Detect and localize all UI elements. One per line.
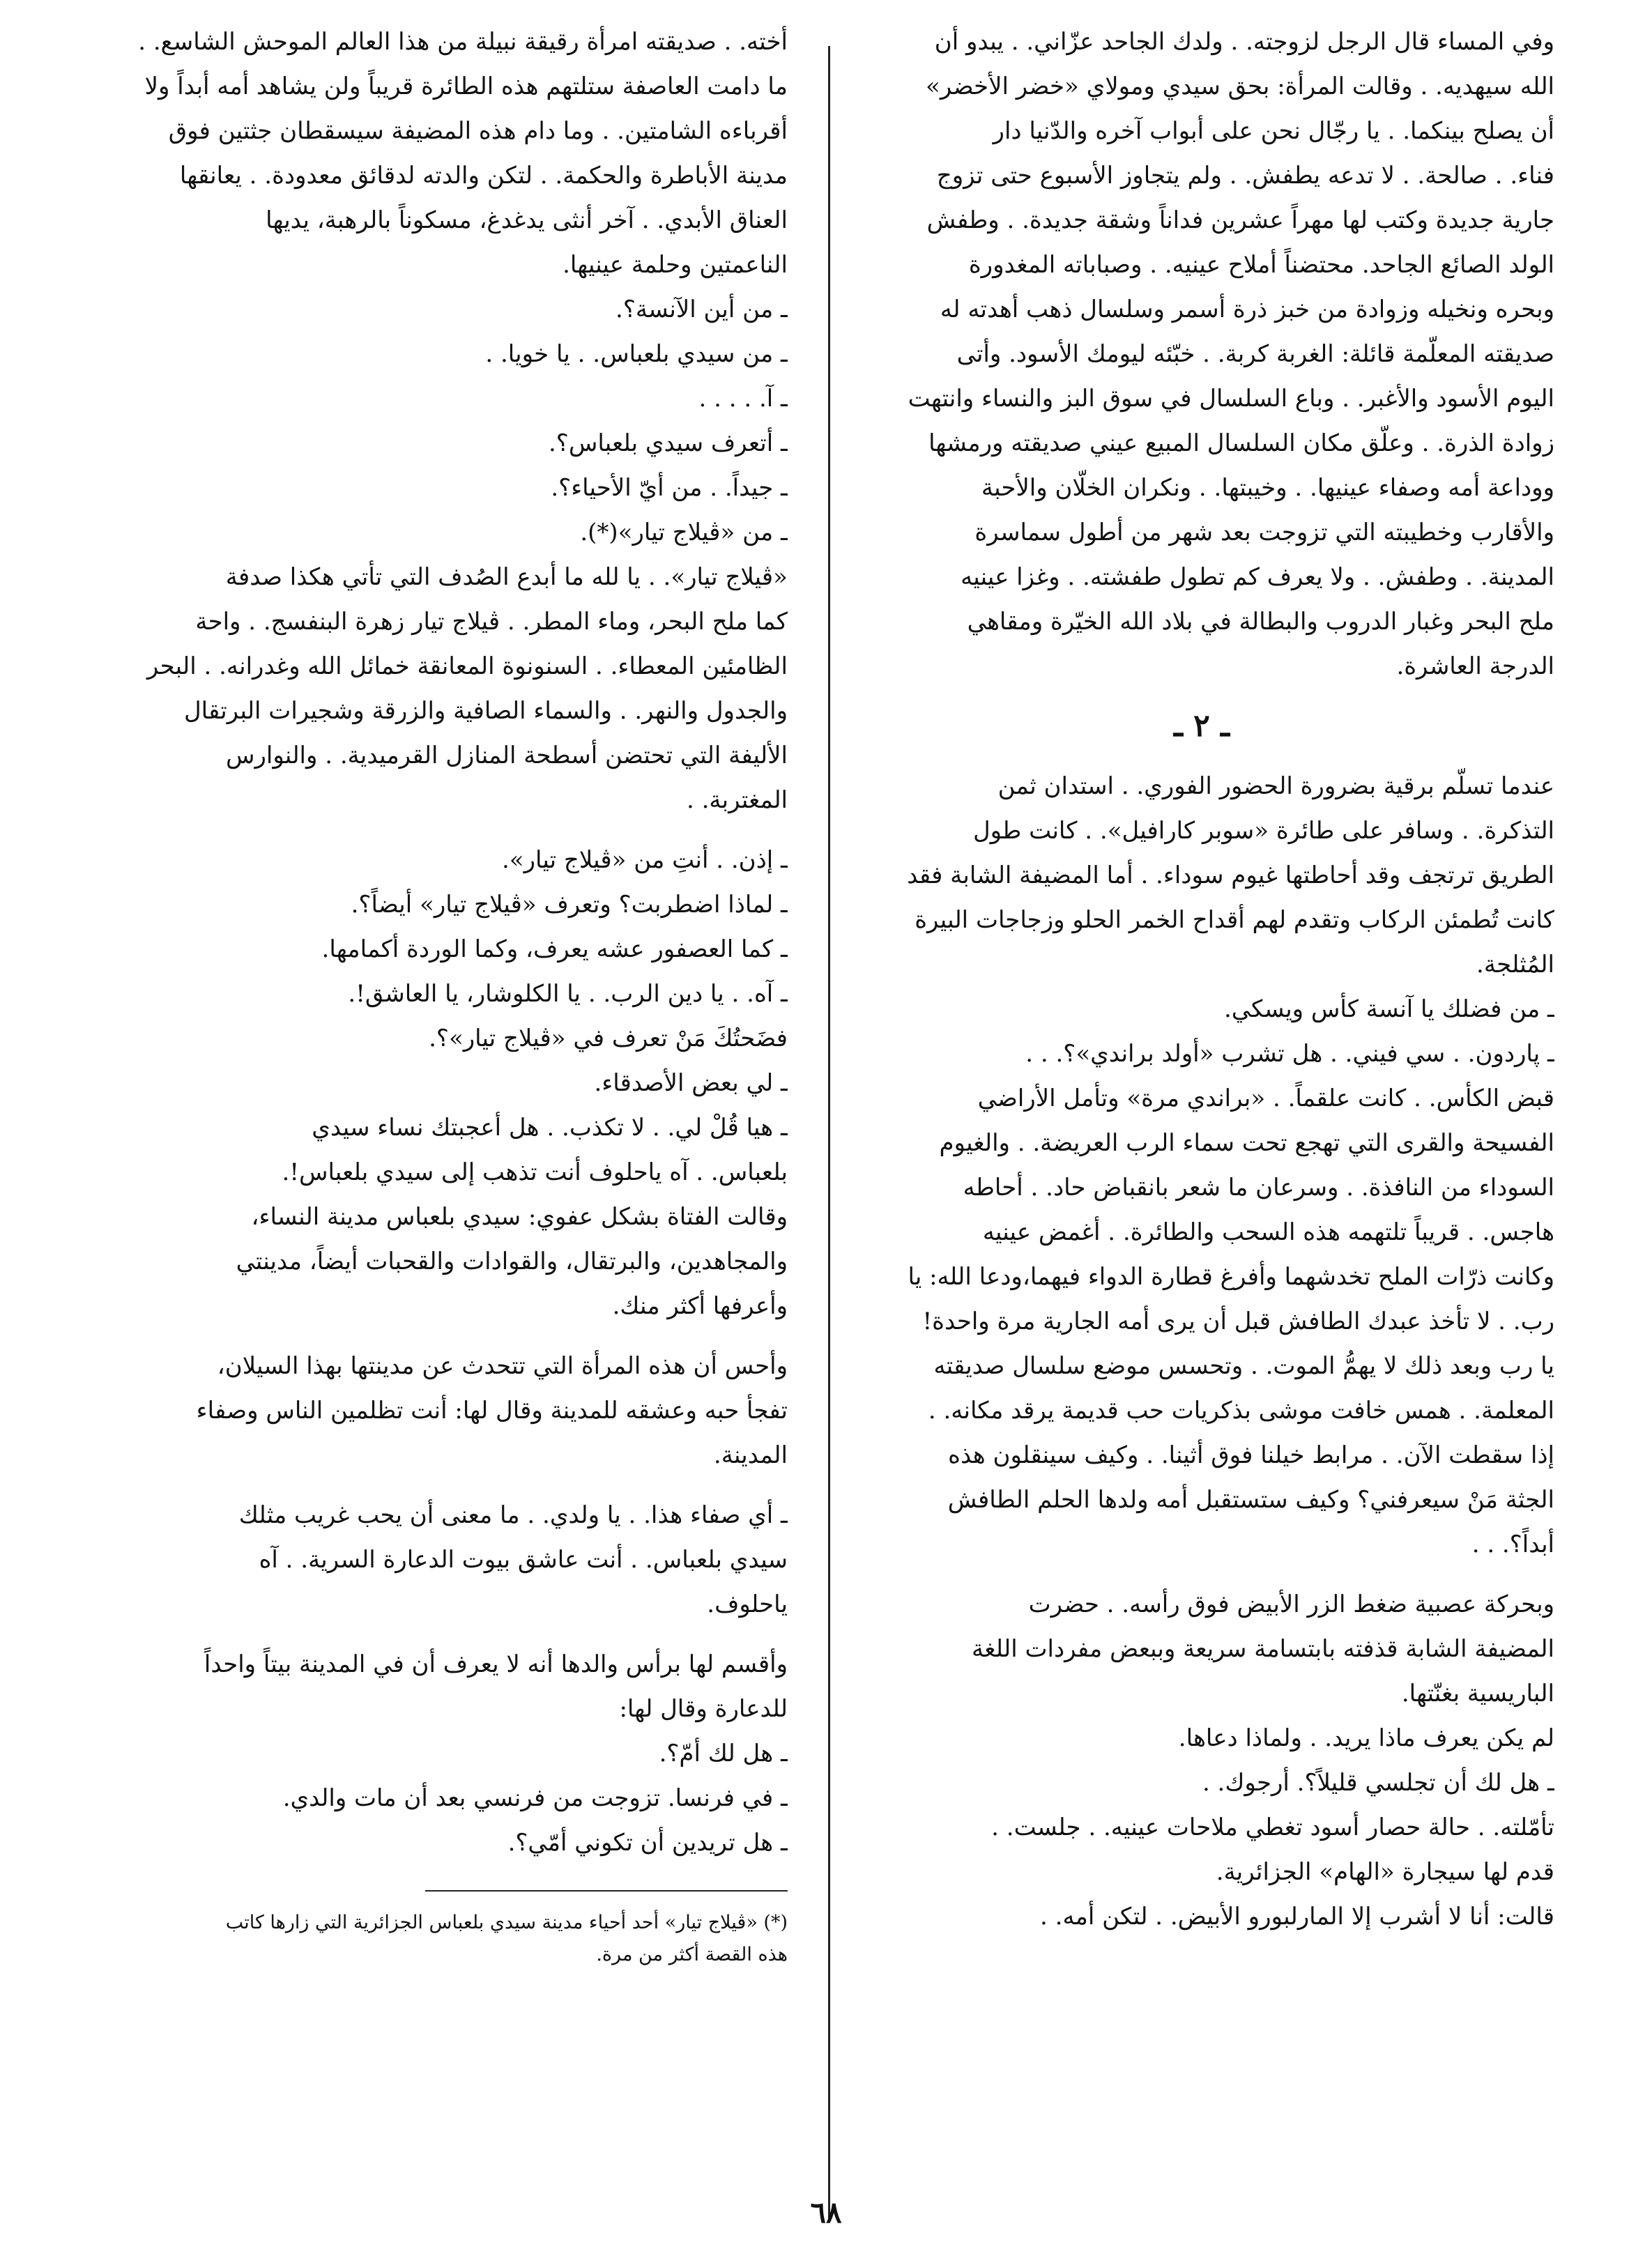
text-line: والأقارب وخطيبته التي تزوجت بعد شهر من أطول سماسرة: [974, 519, 1554, 546]
text-line: ـ إذن. . أنتِ من «ڤيلاج تيار».: [501, 846, 788, 874]
text-line: وكانت ذرّات الملح تخدشهما وأفرغ قطارة الدواء فيهما،ودعا الله: يا: [908, 1263, 1554, 1291]
footnote-rule: [425, 1890, 788, 1892]
text-line: المعلمة. . همس خافت موشى بذكريات حب قديمة يرقد مكانه. .: [928, 1397, 1554, 1425]
text-line: المدينة. . وطفش. . ولا يعرف كم تطول طفشته. . وغزا عينيه: [961, 563, 1554, 591]
text-line: قبض الكأس. . كانت علقماً. . «براندي مرة» وتأمل الأراضي: [977, 1084, 1554, 1112]
text-line: ـ لماذا اضطربت؟ وتعرف «ڤيلاج تيار» أيضاً؟.: [351, 891, 788, 919]
section-number: ـ ٢ ـ: [1173, 708, 1230, 744]
text-line: مدينة الأباطرة والحكمة. . لتكن والدته لدقائق معدودة. . يعانقها: [179, 162, 788, 190]
text-line: الله سيهديه. . وقالت المرأة: بحق سيدي ومولاي «خضر الأخضر»: [926, 72, 1554, 100]
text-line: ـ من سيدي بلعباس. . يا خويا. .: [485, 340, 788, 368]
text-line: جارية جديدة وكتب لها مهراً عشرين فداناً وشقة جديدة. . وطفش: [926, 206, 1554, 234]
text-line: أقرباءه الشامتين. . وما دام هذه المضيفة سيسقطان جثتين فوق: [168, 117, 788, 145]
text-line: ـ هل لك أن تجلسي قليلاً؟. أرجوك. .: [1202, 1769, 1554, 1797]
text-line: فضَحتُكَ مَنْ تعرف في «ڤيلاج تيار»؟.: [429, 1025, 788, 1052]
text-line: (*) «ڤيلاج تيار» أحد أحياء مدينة سيدي بلعباس الجزائرية التي زارها كاتب: [225, 1912, 788, 1933]
text-line: تأمّلته. . حالة حصار أسود تغطي ملاحات عينيه. . جلست. .: [991, 1813, 1554, 1841]
text-line: ـ جيداً. . من أيّ الأحياء؟.: [551, 474, 788, 502]
text-line: هذه القصة أكثر من مرة.: [596, 1944, 788, 1965]
text-line: والمجاهدين، والبرتقال، والقوادات والقحبات أيضاً، مدينتي: [236, 1248, 788, 1275]
text-line: ـ أي صفاء هذا. . يا ولدي. . ما معنى أن يحب غريب مثلك: [238, 1501, 788, 1529]
text-line: اليوم الأسود والأغبر. . وباع السلسال في سوق البز والنساء وانتهت: [908, 385, 1554, 413]
text-line: أخته. . صديقته امرأة رقيقة نبيلة من هذا العالم الموحش الشاسع. .: [138, 28, 788, 56]
left-block-2: [63, 838, 788, 1328]
text-line: «ڤيلاج تيار». . يا لله ما أبدع الصُدف التي تأتي هكذا صدفة: [225, 563, 788, 591]
text-line: الفسيحة والقرى التي تهجع تحت سماء الرب العريضة. . والغيوم: [939, 1129, 1554, 1157]
text-line: ـ من أين الآنسة؟.: [615, 296, 788, 323]
text-line: ـ پاردون. . سي فيني. . هل تشرب «أولد براندي»؟. . .: [1025, 1040, 1554, 1068]
text-line: للدعارة وقال لها:: [619, 1695, 788, 1723]
text-line: العناق الأبدي. . آخر أنثى يدغدغ، مسكوناً بالرهبة، يديها: [266, 206, 788, 234]
column-divider: [828, 46, 830, 2220]
text-line: ما دامت العاصفة ستلتهم هذه الطائرة قريباً ولن يشاهد أمه أبداً ولا: [144, 72, 788, 100]
right-column: [849, 20, 1554, 1939]
text-line: ـ هل تريدين أن تكوني أمّي؟.: [507, 1829, 788, 1857]
text-line: وأعرفها أكثر منك.: [612, 1292, 788, 1320]
text-line: قالت: أنا لا أشرب إلا المارلبورو الأبيض. . لتكن أمه. .: [1040, 1903, 1554, 1931]
text-line: ـ أتعرف سيدي بلعباس؟.: [548, 429, 788, 457]
text-line: ـ كما العصفور عشه يعرف، وكما الوردة أكمامها.: [321, 935, 788, 963]
right-block-3: [849, 1582, 1554, 1939]
text-line: الباريسية بغنّتها.: [1401, 1680, 1554, 1708]
text-line: سيدي بلعباس. . أنت عاشق بيوت الدعارة السرية. . آه: [259, 1546, 788, 1574]
left-block-1: [63, 20, 788, 822]
text-line: هاجس. . قريباً تلتهمه هذه السحب والطائرة. . أغمض عينيه: [982, 1218, 1554, 1246]
text-line: الأليفة التي تحتضن أسطحة المنازل القرميدية. . والنوارس: [226, 742, 788, 769]
text-line: ـ لي بعض الأصدقاء.: [594, 1069, 788, 1097]
text-line: ـ هل لك أمّ؟.: [659, 1740, 788, 1767]
text-line: تفجأ حبه وعشقه للمدينة وقال لها: أنت تظلمين الناس وصفاء: [196, 1397, 788, 1425]
text-line: ـ هيا قُلْ لي. . لا تكذب. . هل أعجبتك نساء سيدي: [312, 1114, 788, 1142]
text-line: السوداء من النافذة. . وسرعان ما شعر بانقباض حاد. . أحاطه: [963, 1174, 1554, 1202]
text-line: بلعباس. . آه ياحلوف أنت تذهب إلى سيدي بلعباس!.: [282, 1158, 788, 1186]
text-line: والجدول والنهر. . والسماء الصافية والزرقة وشجيرات البرتقال: [183, 697, 788, 725]
left-block-5: [63, 1642, 788, 1865]
text-line: وأحس أن هذه المرأة التي تتحدث عن مدينتها بهذا السيلان،: [217, 1352, 788, 1380]
text-line: ياحلوف.: [707, 1590, 788, 1618]
text-line: الولد الصائع الجاحد. محتضناً أملاح عينيه. . وصباباته المغدورة: [968, 251, 1554, 279]
left-column: [63, 20, 788, 1971]
text-line: يا رب وبعد ذلك لا يهمُّ الموت. . وتحسس موضع سلسال صديقته: [933, 1352, 1554, 1380]
text-line: وأقسم لها برأس والدها أنه لا يعرف أن في المدينة بيتاً واحداً: [204, 1650, 788, 1678]
text-line: رب. . لا تأخذ عبدك الطافش قبل أن يرى أمه الجارية مرة واحدة!: [922, 1307, 1554, 1335]
footnote: [63, 1907, 788, 1971]
page-number: ٦٨: [810, 2195, 842, 2230]
left-block-4: [63, 1493, 788, 1627]
text-line: فناء. . صالحة. . لا تدعه يطفش. . ولم يتجاوز الأسبوع حتى تزوج: [936, 162, 1554, 190]
text-line: الناعمتين وحلمة عينيها.: [563, 251, 788, 279]
text-line: ـ في فرنسا. تزوجت من فرنسي بعد أن مات والدي.: [282, 1784, 788, 1812]
text-line: وبحركة عصبية ضغط الزر الأبيض فوق رأسه. . حضرت: [1028, 1590, 1554, 1618]
text-line: عندما تسلّم برقية بضرورة الحضور الفوري. . استدان ثمن: [997, 772, 1554, 800]
text-line: التذكرة. . وسافر على طائرة «سوبر كارافيل». . كانت طول: [972, 817, 1554, 845]
text-line: ـ آ. . . . .: [698, 385, 788, 413]
text-line: المُثلجة.: [1476, 951, 1554, 979]
text-line: وقالت الفتاة بشكل عفوي: سيدي بلعباس مدينة النساء،: [251, 1203, 788, 1231]
text-line: ملح البحر وغبار الدروب والبطالة في بلاد الله الخيّرة ومقاهي: [967, 608, 1554, 636]
text-line: ـ من «ڤيلاج تيار»(*).: [580, 519, 788, 546]
left-block-3: [63, 1344, 788, 1478]
text-line: وفي المساء قال الرجل لزوجته. . ولدك الجاحد عزّاني. . يبدو أن: [934, 28, 1554, 56]
text-line: كانت تُطمئن الركاب وتقدم لهم أقداح الخمر الحلو وزجاجات البيرة: [915, 906, 1554, 934]
text-line: المغتربة. .: [687, 786, 788, 814]
text-line: إذا سقطت الآن. . مرابط خيلنا فوق أثينا. . وكيف سينقلون هذه: [948, 1441, 1554, 1469]
text-line: وبحره ونخيله وزوادة من خبز ذرة أسمر وسلسال ذهب أهدته له: [940, 296, 1554, 323]
text-line: صديقته المعلّمة قائلة: الغربة كربة. . خبّئه ليومك الأسود. وأتى: [956, 340, 1554, 368]
right-block-1: [849, 20, 1554, 689]
text-line: الطريق ترتجف وقد أحاطتها غيوم سوداء. . أما المضيفة الشابة فقد: [907, 861, 1554, 889]
text-line: ووداعة أمه وصفاء عينيها. . وخيبتها. . ونكران الخلّان والأحبة: [981, 474, 1554, 502]
text-line: ـ من فضلك يا آنسة كأس ويسكي.: [1223, 995, 1554, 1023]
text-line: الظامئين المعطاء. . السنونوة المعانقة خمائل الله وغدرانه. . البحر: [146, 652, 788, 680]
text-line: المضيفة الشابة قذفته بابتسامة سريعة وببعض مفردات اللغة: [972, 1635, 1554, 1663]
text-line: قدم لها سيجارة «الهام» الجزائرية.: [1216, 1858, 1554, 1886]
text-line: الدرجة العاشرة.: [1396, 652, 1554, 680]
text-line: أن يصلح بينكما. . يا رجّال نحن على أبواب آخره والدّنيا دار: [993, 117, 1554, 145]
text-line: المدينة.: [713, 1441, 788, 1469]
text-line: لم يكن يعرف ماذا يريد. . ولماذا دعاها.: [1178, 1724, 1554, 1752]
text-line: ـ آه. . يا دين الرب. . يا الكلوشار، يا العاشق!.: [348, 980, 788, 1008]
text-line: الجثة مَنْ سيعرفني؟ وكيف ستستقبل أمه ولدها الحلم الطافش: [947, 1486, 1554, 1514]
text-line: أبداً؟. . .: [1471, 1531, 1554, 1558]
right-block-2: [849, 764, 1554, 1567]
text-line: كما ملح البحر، وماء المطر. . ڤيلاج تيار زهرة البنفسج. . واحة: [195, 608, 788, 636]
text-line: زوادة الذرة. . وعلّق مكان السلسال المبيع عيني صديقته ورمشها: [928, 429, 1554, 457]
